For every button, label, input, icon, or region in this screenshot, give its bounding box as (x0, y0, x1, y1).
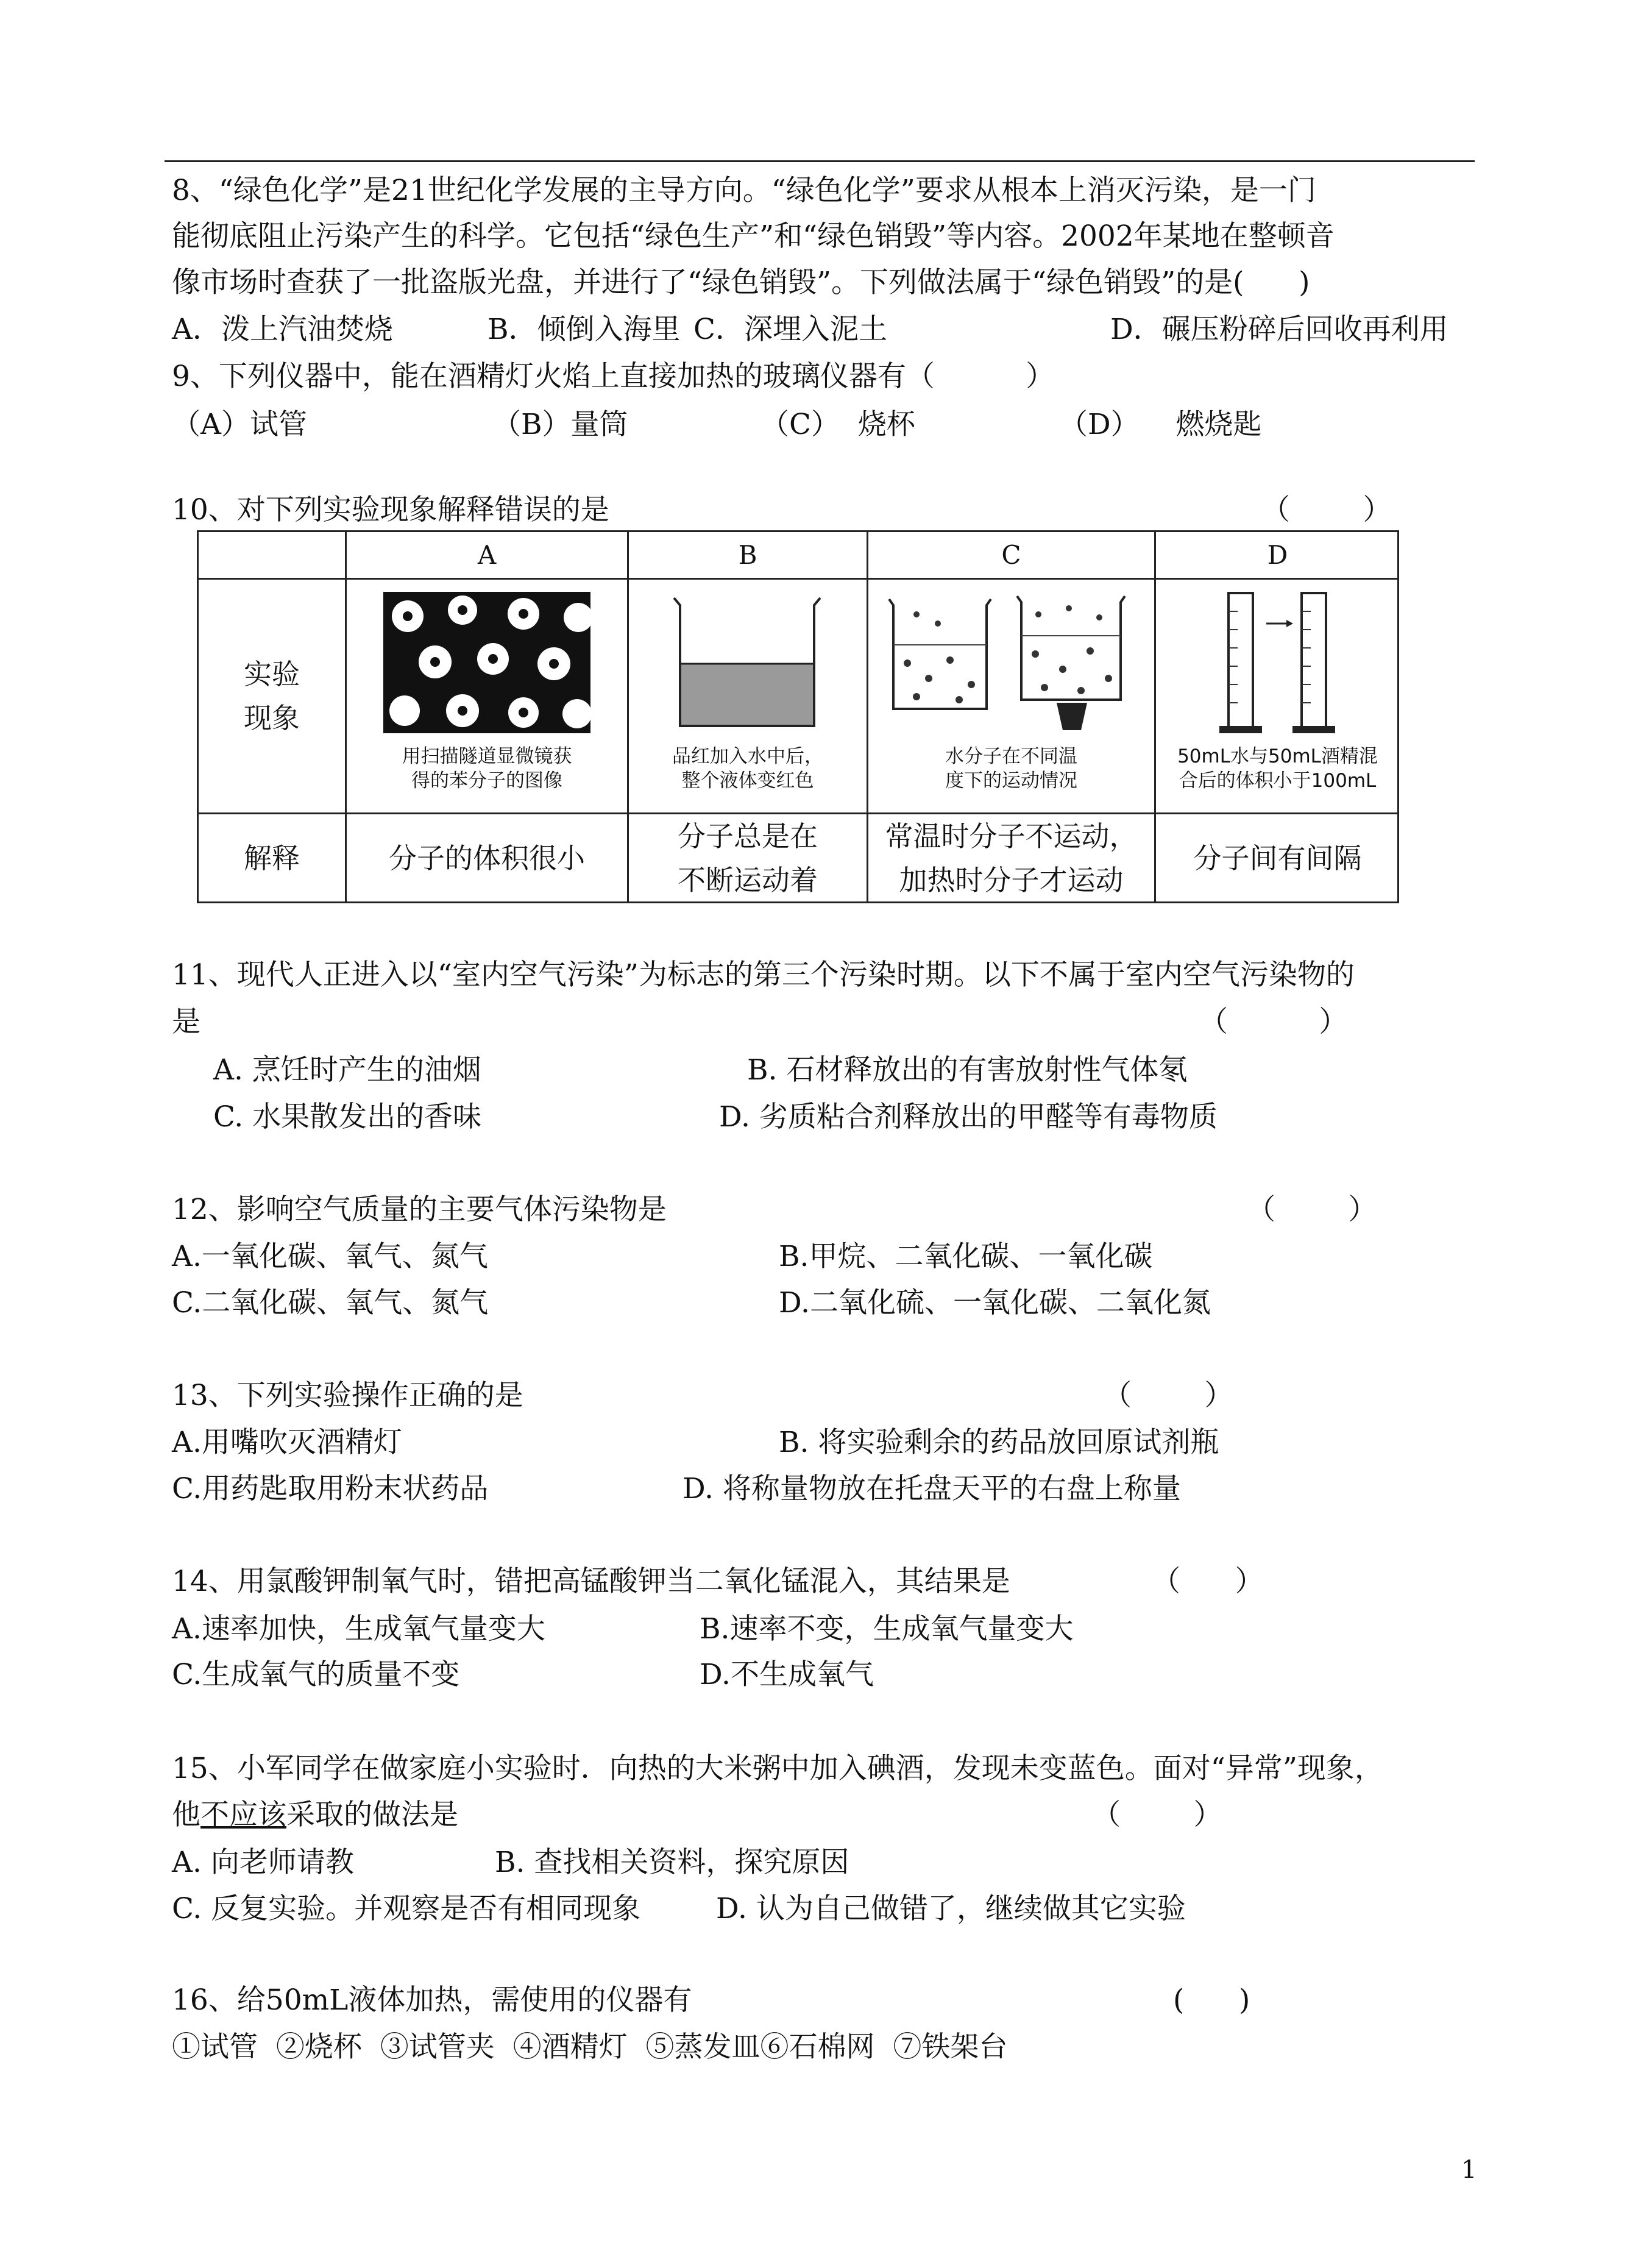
q9-option-d: （D） 燃烧匙 (1059, 408, 1262, 441)
q11-option-c: C. 水果散发出的香味 (213, 1100, 482, 1134)
q13-option-b: B. 将实验剩余的药品放回原试剂瓶 (779, 1426, 1219, 1459)
explanation-c-2: 加热时分子才运动 (899, 863, 1124, 897)
q13-stem: 13、下列实验操作正确的是 (172, 1379, 523, 1412)
q11-option-d: D. 劣质粘合剂释放出的甲醛等有毒物质 (719, 1100, 1218, 1134)
q8-stem-line-3: 像市场时查获了一批盗版光盘，并进行了“绿色销毁”。下列做法属于“绿色销毁”的是( ) (172, 266, 1310, 299)
q10-table (197, 530, 1399, 903)
q8-stem-line-2: 能彻底阻止污染产生的科学。它包括“绿色生产”和“绿色销毁”等内容。2002年某地在整顿音 (172, 219, 1335, 253)
graduated-cylinders-image (1210, 587, 1344, 738)
q14-option-c: C.生成氧气的质量不变 (172, 1658, 460, 1691)
explanation-c-1: 常温时分子不运动， (885, 819, 1138, 853)
beaker-image (662, 592, 832, 733)
q8-option-a: A．泼上汽油焚烧 (172, 313, 393, 346)
q12-option-b: B.甲烷、二氧化碳、一氧化碳 (779, 1240, 1153, 1273)
q13-answer-paren: （ ） (1103, 1379, 1233, 1412)
q13-option-a: A.用嘴吹灭酒精灯 (172, 1426, 402, 1459)
q15-answer-paren: （ ） (1092, 1798, 1222, 1832)
q15-option-a: A. 向老师请教 (172, 1846, 354, 1879)
row-label-phenomenon-2: 现象 (244, 702, 300, 734)
q11-answer-paren: （ ） (1199, 1005, 1348, 1039)
q8-option-d: D．碾压粉碎后回收再利用 (1110, 313, 1448, 346)
caption-b (629, 744, 867, 793)
q12-option-a: A.一氧化碳、氧气、氮气 (172, 1240, 488, 1273)
q8-option-c: C．深埋入泥土 (693, 313, 887, 346)
explanation-b (629, 814, 867, 901)
caption-a-2: 得的苯分子的图像 (411, 770, 562, 792)
q16-answer-paren: ( ) (1173, 1983, 1250, 2017)
header-rule (165, 160, 1475, 162)
q11-stem-line-1: 11、现代人正进入以“室内空气污染”为标志的第三个污染时期。以下不属于室内空气污染物的 (172, 958, 1355, 992)
caption-a (347, 744, 627, 793)
benzene-stm-image (383, 592, 590, 733)
row-label-explanation: 解释 (244, 841, 300, 875)
caption-c (868, 744, 1154, 793)
caption-d (1156, 744, 1399, 793)
row-label-phenomenon-1: 实验 (244, 658, 300, 691)
q11-stem-line-2: 是 (172, 1005, 200, 1039)
q15-stem-line-2 (172, 1797, 458, 1833)
q16-stem: 16、给50mL液体加热，需使用的仪器有 (172, 1983, 692, 2017)
q15-stem-pre: 他 (172, 1798, 200, 1832)
q12-option-d: D.二氧化硫、一氧化碳、二氧化氮 (779, 1286, 1211, 1320)
q14-stem: 14、用氯酸钾制氧气时，错把高锰酸钾当二氧化锰混入，其结果是 (172, 1565, 1010, 1598)
q15-stem-line-1: 15、小军同学在做家庭小实验时．向热的大米粥中加入碘酒，发现未变蓝色。面对“异常”现象， (172, 1752, 1383, 1785)
table-header-a: A (477, 540, 497, 570)
q11-option-a: A. 烹饪时产生的油烟 (213, 1053, 481, 1087)
explanation-c (868, 814, 1154, 901)
table-header-d: D (1267, 540, 1288, 570)
explanation-b-1: 分子总是在 (678, 819, 818, 853)
table-header-c: C (1001, 540, 1021, 570)
caption-c-2: 度下的运动情况 (945, 770, 1077, 792)
q12-stem: 12、影响空气质量的主要气体污染物是 (172, 1193, 667, 1226)
caption-d-1: 50mL水与50mL酒精混 (1177, 745, 1378, 767)
q16-items: ①试管 ②烧杯 ③试管夹 ④酒精灯 ⑤蒸发皿⑥石棉网 ⑦铁架台 (172, 2030, 1008, 2064)
q12-answer-paren: （ ） (1247, 1193, 1377, 1226)
q14-answer-paren: （ ） (1152, 1565, 1264, 1598)
q13-option-d: D. 将称量物放在托盘天平的右盘上称量 (682, 1472, 1181, 1505)
explanation-b-2: 不断运动着 (678, 863, 818, 897)
table-header-b: B (738, 540, 757, 570)
q15-option-d: D. 认为自己做错了，继续做其它实验 (716, 1892, 1186, 1925)
page-number: 1 (1461, 2156, 1477, 2184)
water-molecules-image (880, 587, 1142, 736)
explanation-a: 分子的体积很小 (389, 841, 585, 875)
q8-option-b: B．倾倒入海里 (488, 313, 681, 346)
caption-b-1: 品红加入水中后， (672, 745, 823, 767)
q14-option-b: B.速率不变，生成氧气量变大 (700, 1612, 1074, 1646)
q15-underlined-not-should: 不应该 (200, 1798, 286, 1832)
caption-b-2: 整个液体变红色 (681, 770, 814, 792)
q10-answer-paren: （ ） (1261, 493, 1392, 527)
q14-option-d: D.不生成氧气 (700, 1658, 874, 1691)
q15-option-c: C. 反复实验。并观察是否有相同现象 (172, 1892, 641, 1925)
q8-stem-line-1: 8、“绿色化学”是21世纪化学发展的主导方向。“绿色化学”要求从根本上消灭污染，是一门 (172, 174, 1316, 207)
q15-option-b: B. 查找相关资料，探究原因 (495, 1846, 849, 1879)
row-label-phenomenon (199, 580, 345, 812)
caption-c-1: 水分子在不同温 (945, 745, 1077, 767)
q9-option-b: （B）量筒 (492, 408, 628, 441)
q9-option-c: （C） 烧杯 (760, 408, 915, 441)
q14-option-a: A.速率加快，生成氧气量变大 (172, 1612, 545, 1646)
q9-option-a: （A）试管 (172, 408, 307, 441)
q15-stem-post: 采取的做法是 (286, 1798, 458, 1832)
q10-stem: 10、对下列实验现象解释错误的是 (172, 493, 609, 527)
q12-option-c: C.二氧化碳、氧气、氮气 (172, 1286, 489, 1320)
caption-d-2: 合后的体积小于100mL (1179, 770, 1377, 792)
q13-option-c: C.用药匙取用粉末状药品 (172, 1472, 489, 1505)
q9-stem: 9、下列仪器中，能在酒精灯火焰上直接加热的玻璃仪器有（ ） (172, 360, 1055, 393)
q11-option-b: B. 石材释放出的有害放射性气体氡 (747, 1053, 1188, 1087)
caption-a-1: 用扫描隧道显微镜获 (402, 745, 572, 767)
explanation-d: 分子间有间隔 (1193, 841, 1362, 875)
